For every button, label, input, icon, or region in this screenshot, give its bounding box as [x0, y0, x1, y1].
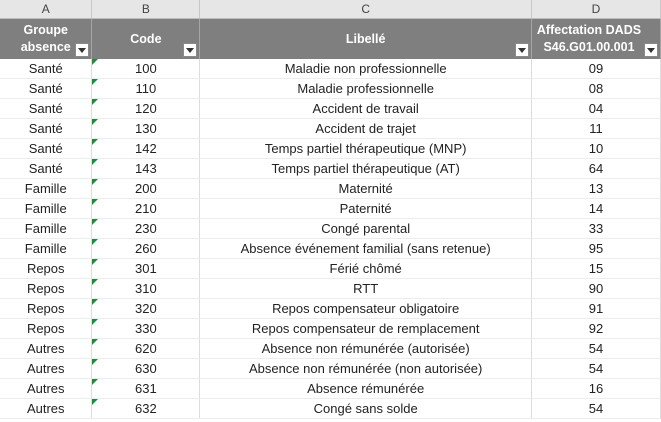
cell-groupe[interactable]	[0, 299, 92, 319]
cell-groupe[interactable]	[0, 219, 92, 239]
cell-groupe[interactable]	[0, 59, 92, 79]
filter-button-code[interactable]	[183, 43, 197, 57]
cell-groupe-value: Famille	[24, 241, 67, 256]
table-row	[0, 399, 661, 419]
cell-libelle[interactable]	[200, 279, 532, 299]
cell-code[interactable]	[92, 119, 200, 139]
cell-groupe-value: Santé	[28, 61, 63, 76]
green-triangle-icon[interactable]	[92, 99, 98, 105]
cell-libelle-value: Absence non rémunérée (non autorisée)	[248, 361, 483, 376]
cell-affectation-dads[interactable]	[532, 359, 661, 379]
cell-code[interactable]	[92, 219, 200, 239]
cell-libelle[interactable]	[200, 199, 532, 219]
cell-libelle-value: Accident de trajet	[315, 121, 416, 136]
dropdown-arrow-icon	[518, 48, 526, 53]
green-triangle-icon[interactable]	[92, 379, 98, 385]
cell-affectation-dads-value: 13	[588, 181, 604, 196]
cell-groupe-value: Famille	[24, 201, 67, 216]
cell-affectation-dads-value: 54	[588, 401, 604, 416]
cell-groupe[interactable]	[0, 399, 92, 419]
table-row	[0, 199, 661, 219]
cell-code-value: 200	[135, 181, 157, 196]
cell-code-value: 110	[135, 81, 157, 96]
table-row	[0, 319, 661, 339]
cell-libelle-value: Absence rémunérée	[307, 381, 425, 396]
cell-libelle-value: Paternité	[339, 201, 392, 216]
cell-groupe[interactable]	[0, 79, 92, 99]
field-header-row	[0, 19, 661, 60]
cell-code-value: 130	[135, 121, 157, 136]
green-triangle-icon[interactable]	[92, 199, 98, 205]
cell-affectation-dads[interactable]	[532, 259, 661, 279]
table-row	[0, 139, 661, 159]
cell-code[interactable]	[92, 379, 200, 399]
cell-groupe-value: Santé	[28, 161, 63, 176]
cell-groupe[interactable]	[0, 279, 92, 299]
cell-libelle-value: Accident de travail	[312, 101, 419, 116]
cell-groupe[interactable]	[0, 319, 92, 339]
cell-libelle[interactable]	[200, 239, 532, 259]
green-triangle-icon[interactable]	[92, 79, 98, 85]
cell-code-value: 100	[135, 61, 157, 76]
green-triangle-icon[interactable]	[92, 359, 98, 365]
cell-affectation-dads-value: 10	[588, 141, 604, 156]
table-row	[0, 99, 661, 119]
cell-libelle[interactable]	[200, 319, 532, 339]
cell-libelle-value: Maladie professionnelle	[297, 81, 434, 96]
table-row	[0, 59, 661, 79]
cell-groupe[interactable]	[0, 159, 92, 179]
cell-libelle-value: Repos compensateur de remplacement	[251, 321, 480, 336]
cell-libelle[interactable]	[200, 359, 532, 379]
cell-affectation-dads[interactable]	[532, 219, 661, 239]
cell-affectation-dads-value: 90	[588, 281, 604, 296]
cell-libelle[interactable]	[200, 99, 532, 119]
cell-affectation-dads-value: 33	[588, 221, 604, 236]
cell-code-value: 320	[135, 301, 157, 316]
cell-code-value: 631	[135, 381, 157, 396]
cell-code[interactable]	[92, 359, 200, 379]
cell-libelle[interactable]	[200, 219, 532, 239]
cell-libelle[interactable]	[200, 379, 532, 399]
column-letter-b[interactable]: B	[92, 0, 200, 19]
cell-code-value: 620	[135, 341, 157, 356]
cell-affectation-dads[interactable]	[532, 339, 661, 359]
cell-libelle-value: Maladie non professionnelle	[284, 61, 447, 76]
cell-libelle-value: Absence non rémunérée (autorisée)	[261, 341, 470, 356]
filter-button-affectation[interactable]	[644, 43, 658, 57]
cell-groupe-value: Famille	[24, 181, 67, 196]
green-triangle-icon[interactable]	[92, 299, 98, 305]
cell-code[interactable]	[92, 239, 200, 259]
cell-groupe-value: Repos	[26, 281, 65, 296]
table-row	[0, 379, 661, 399]
cell-code[interactable]	[92, 299, 200, 319]
cell-libelle[interactable]	[200, 339, 532, 359]
cell-libelle[interactable]	[200, 259, 532, 279]
cell-affectation-dads[interactable]	[532, 59, 661, 79]
cell-libelle-value: Repos compensateur obligatoire	[272, 301, 460, 316]
cell-libelle-value: Maternité	[338, 181, 393, 196]
cell-groupe-value: Repos	[26, 261, 65, 276]
cell-affectation-dads-value: 04	[588, 101, 604, 116]
cell-groupe-value: Santé	[28, 81, 63, 96]
cell-affectation-dads-value: 64	[588, 161, 604, 176]
cell-libelle[interactable]	[200, 399, 532, 419]
table-row	[0, 259, 661, 279]
cell-code[interactable]	[92, 159, 200, 179]
header-groupe-absence[interactable]	[0, 19, 92, 60]
cell-groupe-value: Repos	[26, 301, 65, 316]
cell-affectation-dads-value: 09	[588, 61, 604, 76]
cell-code-value: 310	[135, 281, 157, 296]
cell-code[interactable]	[92, 179, 200, 199]
table-row	[0, 339, 661, 359]
cell-libelle[interactable]	[200, 119, 532, 139]
cell-code[interactable]	[92, 279, 200, 299]
green-triangle-icon[interactable]	[92, 319, 98, 325]
green-triangle-icon[interactable]	[92, 279, 98, 285]
green-triangle-icon[interactable]	[92, 239, 98, 245]
cell-groupe[interactable]	[0, 179, 92, 199]
column-letter-d[interactable]: D	[532, 0, 661, 19]
cell-code[interactable]	[92, 99, 200, 119]
header-libelle[interactable]	[200, 19, 532, 60]
cell-groupe-value: Santé	[28, 101, 63, 116]
cell-libelle[interactable]	[200, 159, 532, 179]
cell-affectation-dads-value: 54	[588, 341, 604, 356]
cell-libelle-value: Temps partiel thérapeutique (MNP)	[264, 141, 467, 156]
header-code-label: Code	[130, 31, 162, 46]
cell-code[interactable]	[92, 259, 200, 279]
table-row	[0, 299, 661, 319]
cell-libelle[interactable]	[200, 179, 532, 199]
cell-affectation-dads[interactable]	[532, 199, 661, 219]
green-triangle-icon[interactable]	[92, 179, 98, 185]
cell-libelle[interactable]	[200, 139, 532, 159]
table-row	[0, 159, 661, 179]
green-triangle-icon[interactable]	[92, 339, 98, 345]
cell-code-value: 143	[135, 161, 157, 176]
cell-libelle-value: Absence événement familial (sans retenue)	[240, 241, 491, 256]
cell-groupe[interactable]	[0, 259, 92, 279]
cell-affectation-dads-value: 95	[588, 241, 604, 256]
cell-code-value: 142	[135, 141, 157, 156]
cell-groupe[interactable]	[0, 339, 92, 359]
cell-libelle-value: Congé parental	[321, 221, 411, 236]
cell-libelle-value: Temps partiel thérapeutique (AT)	[271, 161, 460, 176]
green-triangle-icon[interactable]	[92, 159, 98, 165]
cell-libelle-value: RTT	[353, 281, 379, 296]
table-row	[0, 359, 661, 379]
cell-affectation-dads-value: 92	[588, 321, 604, 336]
cell-code[interactable]	[92, 79, 200, 99]
cell-code-value: 632	[135, 401, 157, 416]
cell-groupe-value: Autres	[26, 401, 65, 416]
cell-affectation-dads[interactable]	[532, 299, 661, 319]
cell-affectation-dads[interactable]	[532, 79, 661, 99]
dropdown-arrow-icon	[186, 48, 194, 53]
cell-groupe-value: Famille	[24, 221, 67, 236]
cell-code[interactable]	[92, 399, 200, 419]
cell-affectation-dads[interactable]	[532, 119, 661, 139]
cell-code-value: 260	[135, 241, 157, 256]
header-groupe-absence-label: Groupe absence	[20, 23, 71, 54]
green-triangle-icon[interactable]	[92, 399, 98, 405]
cell-affectation-dads[interactable]	[532, 399, 661, 419]
cell-groupe[interactable]	[0, 99, 92, 119]
table-row	[0, 279, 661, 299]
cell-groupe-value: Santé	[28, 141, 63, 156]
green-triangle-icon[interactable]	[92, 219, 98, 225]
cell-affectation-dads[interactable]	[532, 379, 661, 399]
cell-affectation-dads[interactable]	[532, 99, 661, 119]
header-libelle-label: Libellé	[345, 31, 386, 46]
cell-code[interactable]	[92, 319, 200, 339]
cell-libelle-value: Férié chômé	[329, 261, 402, 276]
cell-affectation-dads-value: 16	[588, 381, 604, 396]
cell-groupe-value: Autres	[26, 381, 65, 396]
cell-groupe[interactable]	[0, 379, 92, 399]
cell-affectation-dads[interactable]	[532, 139, 661, 159]
column-letter-c[interactable]: C	[200, 0, 532, 19]
cell-affectation-dads-value: 15	[588, 261, 604, 276]
cell-groupe[interactable]	[0, 359, 92, 379]
table-row	[0, 179, 661, 199]
cell-groupe[interactable]	[0, 199, 92, 219]
cell-groupe-value: Santé	[28, 121, 63, 136]
green-triangle-icon[interactable]	[92, 139, 98, 145]
green-triangle-icon[interactable]	[92, 59, 98, 65]
dropdown-arrow-icon	[647, 48, 655, 53]
cell-code-value: 630	[135, 361, 157, 376]
cell-groupe[interactable]	[0, 139, 92, 159]
table-row	[0, 119, 661, 139]
cell-code[interactable]	[92, 199, 200, 219]
cell-affectation-dads-value: 91	[588, 301, 604, 316]
column-letter-row	[0, 0, 661, 19]
cell-affectation-dads-value: 54	[588, 361, 604, 376]
table-row	[0, 79, 661, 99]
cell-affectation-dads[interactable]	[532, 179, 661, 199]
green-triangle-icon[interactable]	[92, 259, 98, 265]
filter-button-groupe[interactable]	[75, 43, 89, 57]
cell-affectation-dads[interactable]	[532, 239, 661, 259]
cell-code-value: 301	[135, 261, 157, 276]
cell-groupe-value: Repos	[26, 321, 65, 336]
cell-libelle[interactable]	[200, 79, 532, 99]
cell-code-value: 210	[135, 201, 157, 216]
dropdown-arrow-icon	[78, 48, 86, 53]
cell-code[interactable]	[92, 139, 200, 159]
cell-affectation-dads-value: 14	[588, 201, 604, 216]
cell-groupe[interactable]	[0, 119, 92, 139]
cell-libelle[interactable]	[200, 59, 532, 79]
cell-code-value: 120	[135, 101, 157, 116]
cell-groupe[interactable]	[0, 239, 92, 259]
cell-affectation-dads-value: 11	[589, 121, 603, 136]
green-triangle-icon[interactable]	[92, 119, 98, 125]
cell-affectation-dads-value: 08	[588, 81, 604, 96]
column-letter-a[interactable]: A	[0, 0, 92, 19]
cell-code[interactable]	[92, 339, 200, 359]
filter-button-libelle[interactable]	[515, 43, 529, 57]
cell-affectation-dads[interactable]	[532, 159, 661, 179]
cell-affectation-dads[interactable]	[532, 279, 661, 299]
cell-libelle-value: Congé sans solde	[313, 401, 418, 416]
cell-affectation-dads[interactable]	[532, 319, 661, 339]
cell-code-value: 230	[135, 221, 157, 236]
cell-groupe-value: Autres	[26, 341, 65, 356]
cell-code-value: 330	[135, 321, 157, 336]
table-row	[0, 219, 661, 239]
cell-libelle[interactable]	[200, 299, 532, 319]
header-affectation-dads[interactable]	[532, 19, 661, 60]
cell-code[interactable]	[92, 59, 200, 79]
header-affectation-dads-label: Affectation DADS S46.G01.00.001	[536, 23, 642, 54]
header-code[interactable]	[92, 19, 200, 60]
cell-groupe-value: Autres	[26, 361, 65, 376]
table-row	[0, 239, 661, 259]
